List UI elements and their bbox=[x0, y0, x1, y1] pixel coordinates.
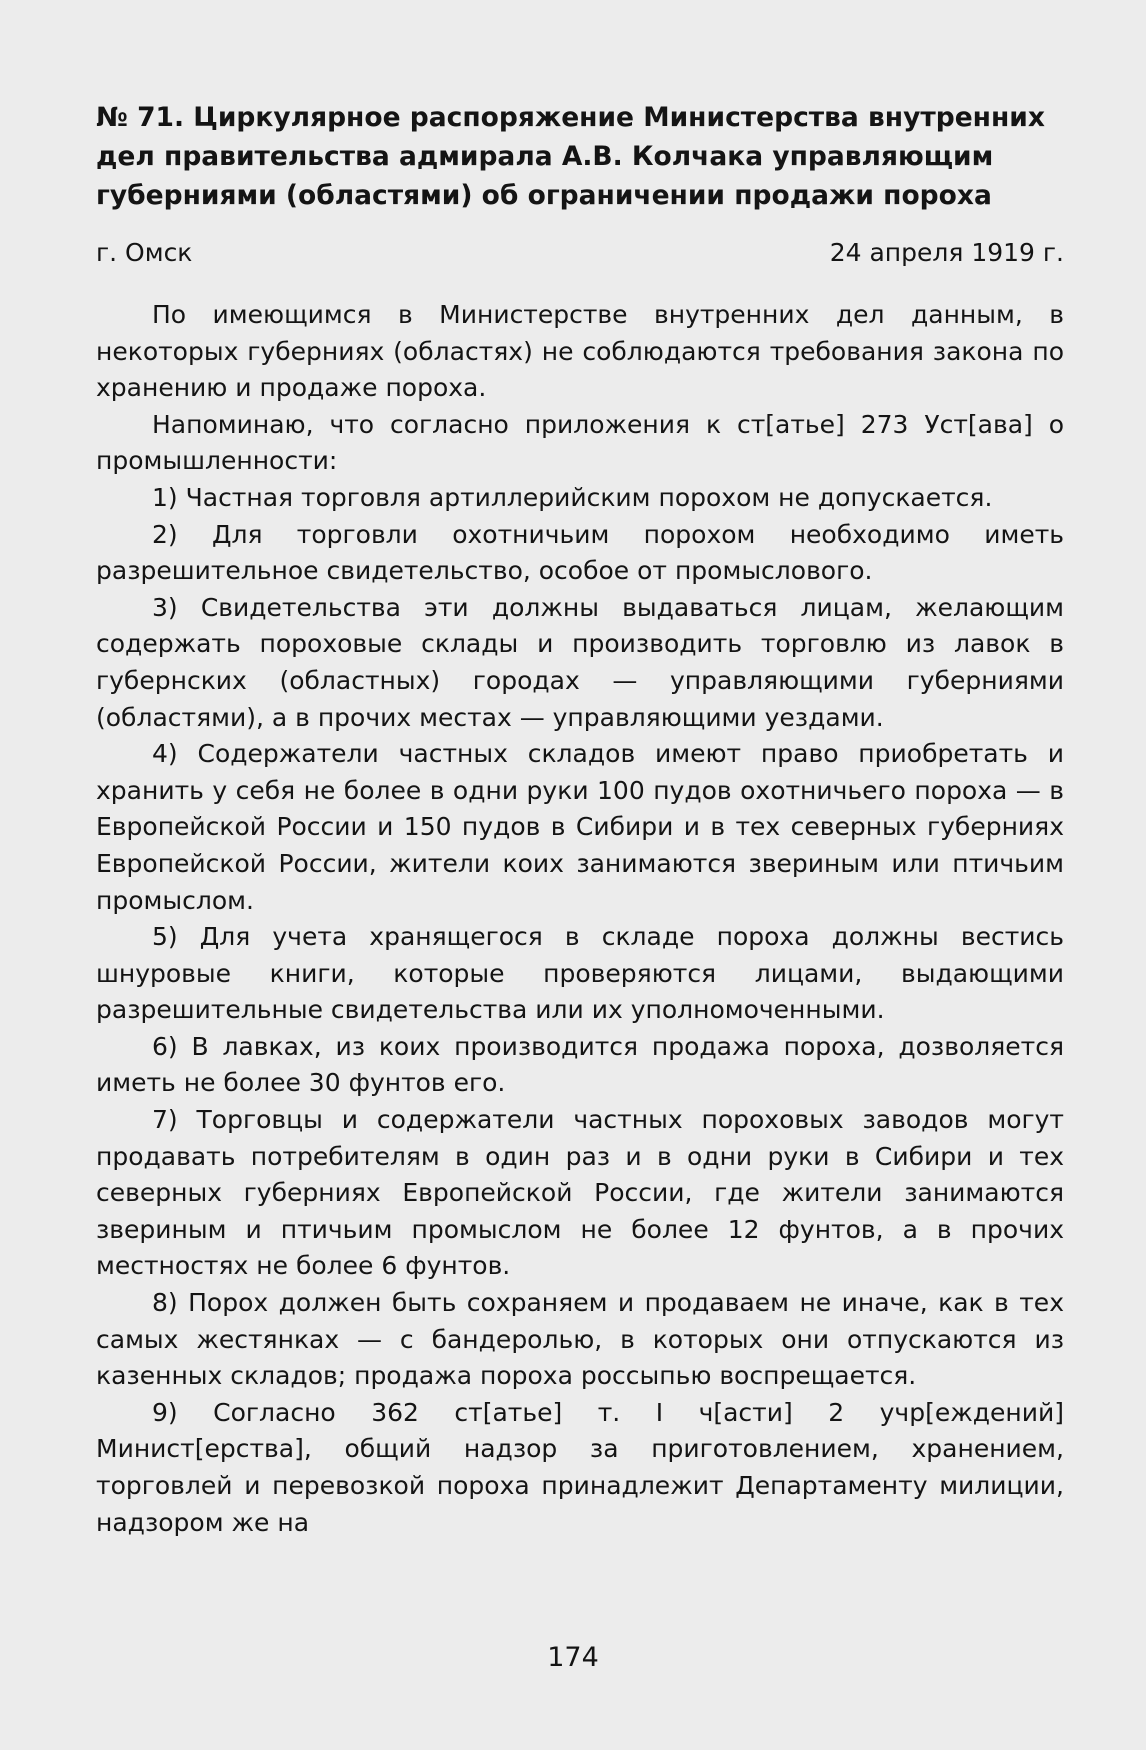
paragraph-item-5: 5) Для учета хранящегося в складе пороха должны вестись шнуровые книги, которые проверяются лицами, выдающими разрешительные свидетельства или их уполномоченными. bbox=[96, 922, 1064, 1025]
paragraph-item-8: 8) Порох должен быть сохраняем и продаваем не иначе, как в тех самых жестянках — с бандеролью, в которых они отпускаются из казенных складов; продажа пороха россыпью воспрещается. bbox=[96, 1288, 1064, 1391]
paragraph-item-2: 2) Для торговли охотничьим порохом необходимо иметь разрешительное свидетельство, особое от промыслового. bbox=[96, 519, 1064, 586]
paragraph-item-3: 3) Свидетельства эти должны выдаваться лицам, желающим содержать пороховые склады и производить торговлю из лавок в губернских (областных) городах — управляющими губерниями (областями), а в прочих местах — управляющими уездами. bbox=[96, 592, 1064, 732]
document-body bbox=[96, 297, 1064, 1541]
document-title: № 71. Циркулярное распоряжение Министерства внутренних дел правительства адмирала А.В. Колчака управляющим губерниями (областями) об ограничении продажи пороха bbox=[96, 102, 1045, 211]
paragraph-item-6: 6) В лавках, из коих производится продажа пороха, дозволяется иметь не более 30 фунтов его. bbox=[96, 1031, 1064, 1098]
paragraph-item-4: 4) Содержатели частных складов имеют право приобретать и хранить у себя не более в одни руки 100 пудов охотничьего пороха — в Европейской России и 150 пудов в Сибири и в тех северных губерниях Европейской России, жители коих занимаются звериным или птичьим промыслом. bbox=[96, 739, 1064, 915]
paragraph-item-9: 9) Согласно 362 ст[атье] т. I ч[асти] 2 учр[еждений] Минист[ерства], общий надзор за приготовлением, хранением, торговлей и перевозкой пороха принадлежит Департаменту милиции, надзором же на bbox=[96, 1397, 1064, 1537]
document-content bbox=[96, 98, 1064, 1541]
paragraph-reminder: Напоминаю, что согласно приложения к ст[атье] 273 Уст[ава] о промышленности: bbox=[96, 409, 1064, 476]
page-number: 174 bbox=[547, 1642, 599, 1673]
paragraph-item-1: 1) Частная торговля артиллерийским порохом не допускается. bbox=[152, 482, 993, 512]
paragraph-intro: По имеющимся в Министерстве внутренних дел данным, в некоторых губерниях (областях) не соблюдаются требования закона по хранению и продаже пороха. bbox=[96, 300, 1064, 403]
document-place: г. Омск bbox=[96, 238, 193, 267]
document-date: 24 апреля 1919 г. bbox=[829, 238, 1064, 267]
document-meta bbox=[96, 235, 1064, 271]
paragraph-item-7: 7) Торговцы и содержатели частных пороховых заводов могут продавать потребителям в один раз и в одни руки в Сибири и тех северных губерниях Европейской России, где жители занимаются звериным и птичьим промыслом не более 12 фунтов, а в прочих местностях не более 6 фунтов. bbox=[96, 1105, 1064, 1281]
